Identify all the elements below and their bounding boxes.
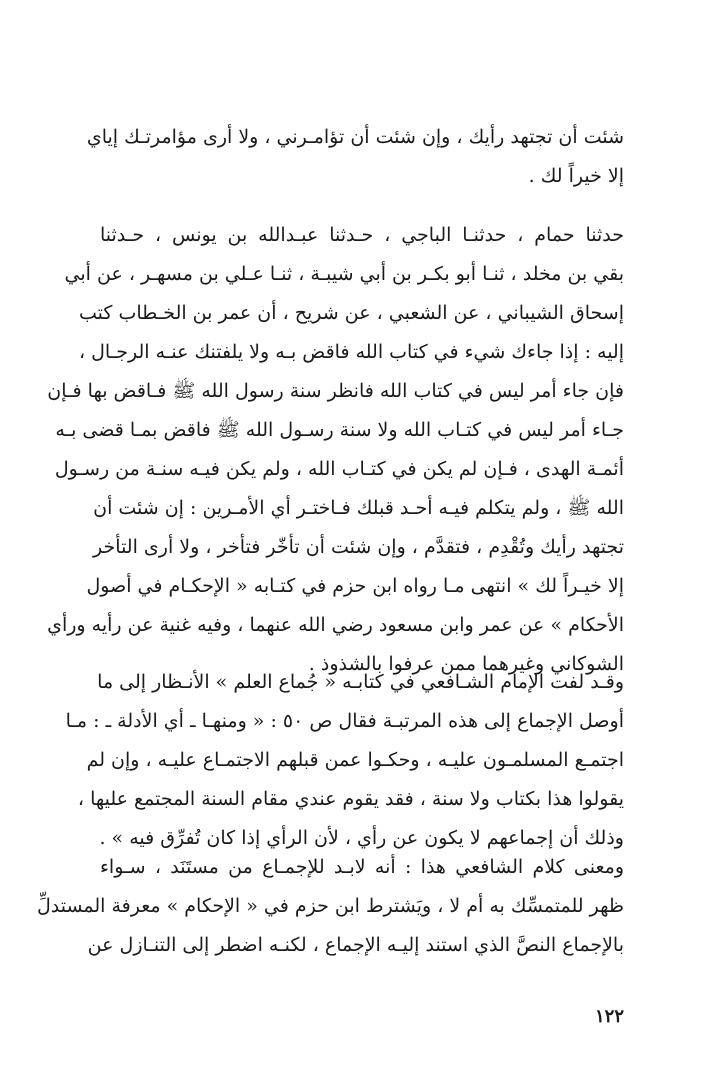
text-line: تجتهد رأيك وتُقْدِم ، فتقدَّم ، وإن شئت أن تأخّر فتأخر ، ولا أرى التأخر <box>93 536 624 558</box>
text-line: الأحكام » عن عمر وابن مسعود رضي الله عنهما ، وفيه غنية عن رأيه ورأي <box>47 614 624 636</box>
text-line: إلا خيراً لك . <box>528 165 624 187</box>
text-line: جـاء أمر ليس في كتـاب الله ولا سنة رسـول الله ﷺ فاقض بمـا قضى بـه <box>55 419 624 441</box>
text-line: وقـد لفت الإمام الشـافعي في كتابـه « جُماع العلم » الأنـظار إلى ما <box>97 671 624 693</box>
text-line: اجتمـع المسلمـون عليـه ، وحكـوا عمن قبلهم الاجتمـاع عليـه ، وإن لم <box>86 749 624 771</box>
text-line: إلا خيـراً لك » انتهى مـا رواه ابن حزم في كتـابه « الإحكـام في أصول <box>86 575 624 597</box>
text-line: إسحاق الشيباني ، عن الشعبي ، عن شريح ، أن عمر بن الخـطاب كتب <box>79 302 624 324</box>
text-line: شئت أن تجتهد رأيك ، وإن شئت أن تؤامـرني ، ولا أرى مؤامرتـك إياي <box>86 126 624 148</box>
paragraph-4 <box>36 848 624 965</box>
page-number: ١٢٢ <box>594 1006 624 1027</box>
text-line: وذلك أن إجماعهم لا يكون عن رأي ، لأن الرأي إذا كان تُفرِّق فيه » . <box>99 827 624 849</box>
text-line: حدثنا حمام ، حدثنـا الباجي ، حـدثنا عبـدالله بن يونس ، حـدثنا <box>100 224 624 246</box>
text-line: ومعنى كلام الشافعي هذا : أنه لابـد للإجمـاع من مستَنَد ، سـواء <box>100 856 624 878</box>
text-line: يقولوا هذا بكتاب ولا سنة ، فقد يقوم عندي مقام السنة المجتمع عليها ، <box>77 788 624 810</box>
paragraph-1 <box>86 118 624 196</box>
text-line: أوصل الإجماع إلى هذه المرتبـة فقال ص ٥٠ : « ومنهـا ـ أي الأدلة ـ : مـا <box>65 710 624 732</box>
text-line: بقي بن مخلد ، ثنـا أبو بكـر بن أبي شيبـة ، ثنـا عـلي بن مسهـر ، عن أبي <box>64 263 624 285</box>
text-line: أئمـة الهدى ، فـإن لم يكن في كتـاب الله ، ولم يكن فيـه سنـة من رسـول <box>54 458 624 480</box>
paragraph-2 <box>47 216 624 684</box>
text-line: الله ﷺ ، ولم يتكلم فيـه أحـد قبلك فـاختـر أي الأمـرين : إن شئت أن <box>93 497 624 519</box>
paragraph-3 <box>65 663 624 858</box>
text-line: الشوكاني وغيرهما ممن عرفوا بالشذوذ . <box>308 653 624 675</box>
text-line: إليه : إذا جاءك شيء في كتاب الله فاقض بـه ولا يلفتنك عنـه الرجـال ، <box>78 341 624 363</box>
text-line: ظهر للمتمسِّك به أم لا ، ويَشترط ابن حزم في « الإحكام » معرفة المستدلِّ <box>36 895 624 917</box>
text-line: بالإجماع النصَّ الذي استند إليـه الإجماع ، لكنـه اضطر إلى التنـازل عن <box>87 934 624 956</box>
text-line: فإن جاء أمر ليس في كتاب الله فانظر سنة رسول الله ﷺ فـاقض بها فـإن <box>47 380 624 402</box>
